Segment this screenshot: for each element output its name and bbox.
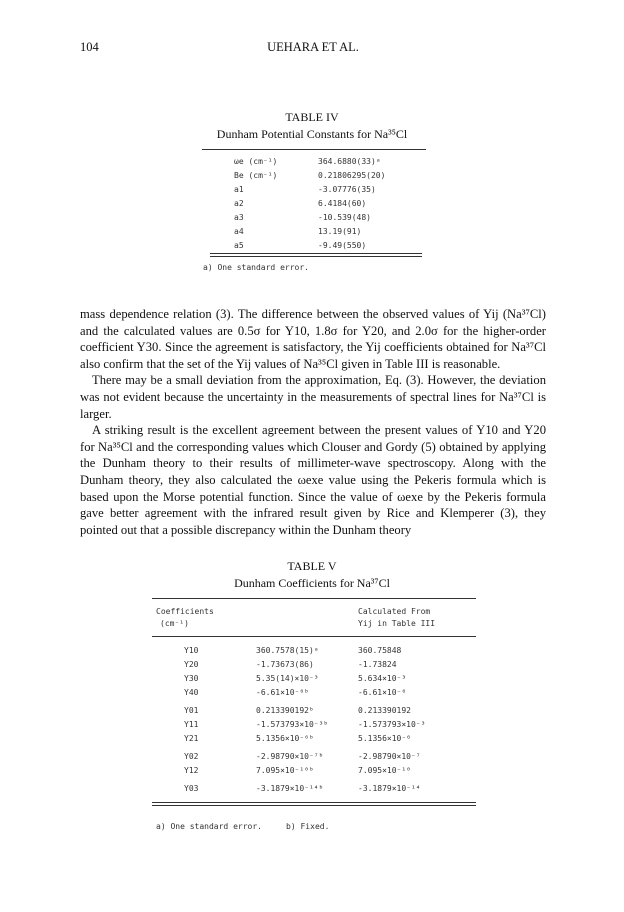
table5-obs: 5.1356×10⁻⁶ᵇ: [256, 734, 314, 743]
table5-sym: Y03: [184, 784, 199, 793]
table5-sym: Y40: [184, 688, 199, 697]
table5-rule-a: [152, 802, 476, 803]
table4-sym: a5: [234, 241, 244, 250]
table4-sym: a2: [234, 199, 244, 208]
paragraph: mass dependence relation (3). The difference between the observed values of Yij (Na³⁷Cl) and the calculated values are 0.5σ for Y10, 1.8σ for Y20, and 2.0σ for the higher-order coefficient Y30. Since the agreement is satisfactory, the Yij coefficients obtained for Na³⁷Cl also confirm that the set of the Yij values of Na³⁵Cl given in Table III is reasonable.: [80, 307, 546, 371]
table5-head-rule: [152, 636, 476, 637]
table5-obs: -1.573793×10⁻³ᵇ: [256, 720, 329, 729]
table5-sym: Y20: [184, 660, 199, 669]
table5-obs: -2.98790×10⁻⁷ᵇ: [256, 752, 324, 761]
table4-sym: Be (cm⁻¹): [234, 171, 278, 180]
table4-val: -9.49(550): [318, 241, 367, 250]
table5-obs: 360.7578(15)ᵃ: [256, 646, 319, 655]
table4-top-rule: [202, 149, 426, 150]
running-head: [80, 40, 546, 58]
table5-obs: 5.35(14)×10⁻³: [256, 674, 319, 683]
table5-calc: -1.73824: [358, 660, 397, 669]
table5-obs: 7.095×10⁻¹⁰ᵇ: [256, 766, 314, 775]
body-text: [80, 306, 546, 538]
paragraph: There may be a small deviation from the approximation, Eq. (3). However, the deviation was not evident because the uncertainty in the measurements of spectral lines for Na³⁷Cl is larger.: [80, 373, 546, 421]
table5-rule-b: [152, 805, 476, 806]
table5-caption: Dunham Coefficients for Na³⁷Cl: [234, 576, 390, 590]
table5-head-right-sub: Yij in Table III: [358, 619, 436, 628]
table4-val: 6.4184(60): [318, 199, 367, 208]
page-number: 104: [80, 40, 99, 54]
table4-sym: ωe (cm⁻¹): [234, 157, 278, 166]
table5-calc: 7.095×10⁻¹⁰: [358, 766, 411, 775]
table4-val: 13.19(91): [318, 227, 362, 236]
table5-calc: 5.1356×10⁻⁶: [358, 734, 411, 743]
table4-sym: a4: [234, 227, 244, 236]
table5-calc: -3.1879×10⁻¹⁴: [358, 784, 421, 793]
paragraph: A striking result is the excellent agreement between the present values of Y10 and Y20 for Na³⁵Cl and the corresponding values which Clouser and Gordy (5) obtained by applying the Dunham theory to their results of millimeter-wave spectroscopy. Along with the Dunham theory, they also calculated the ωexe value using the Pekeris formula which is based upon the Morse potential function. Since the value of ωexe by the Pekeris formula gave better agreement with the infrared result given by Rice and Klemperer (3), they pointed out that a possible discrepancy within the Dunham theory: [80, 423, 546, 537]
table5-calc: 360.75848: [358, 646, 402, 655]
table5-calc: -1.573793×10⁻³: [358, 720, 426, 729]
table5-head-left: Coefficients: [156, 607, 214, 616]
table5-sym: Y12: [184, 766, 199, 775]
table4-val: 0.21806295(20): [318, 171, 386, 180]
running-title: UEHARA ET AL.: [267, 40, 359, 54]
table5-calc: -2.98790×10⁻⁷: [358, 752, 421, 761]
table5-obs: 0.213390192ᵇ: [256, 706, 314, 715]
table5-calc: -6.61×10⁻⁶: [358, 688, 407, 697]
table5-obs: -1.73673(86): [256, 660, 314, 669]
table4-footnote: a) One standard error.: [203, 263, 309, 272]
table5-sym: Y10: [184, 646, 199, 655]
table5-label: TABLE V: [287, 559, 337, 573]
table4-val: -10.539(48): [318, 213, 371, 222]
table4-rule-b: [210, 256, 422, 257]
table4-sym: a3: [234, 213, 244, 222]
table4-val: -3.07776(35): [318, 185, 376, 194]
table5-sym: Y30: [184, 674, 199, 683]
table4-caption: Dunham Potential Constants for Na³⁵Cl: [216, 127, 408, 141]
table5-sym: Y11: [184, 720, 199, 729]
table5-head-right: Calculated From: [358, 607, 431, 616]
table5-footnote: a) One standard error. b) Fixed.: [156, 822, 330, 831]
table4-sym: a1: [234, 185, 244, 194]
table5-sym: Y02: [184, 752, 199, 761]
table5-obs: -6.61×10⁻⁶ᵇ: [256, 688, 309, 697]
table5-calc: 0.213390192: [358, 706, 411, 715]
table5-head-left-unit: (cm⁻¹): [160, 619, 189, 628]
table5-sym: Y01: [184, 706, 199, 715]
table5-top-rule: [152, 598, 476, 599]
table4-val: 364.6880(33)ᵃ: [318, 157, 381, 166]
table5-calc: 5.634×10⁻³: [358, 674, 407, 683]
table4-label: TABLE IV: [285, 110, 339, 124]
table5-obs: -3.1879×10⁻¹⁴ᵇ: [256, 784, 324, 793]
table4-rule-a: [210, 253, 422, 254]
table5-sym: Y21: [184, 734, 199, 743]
